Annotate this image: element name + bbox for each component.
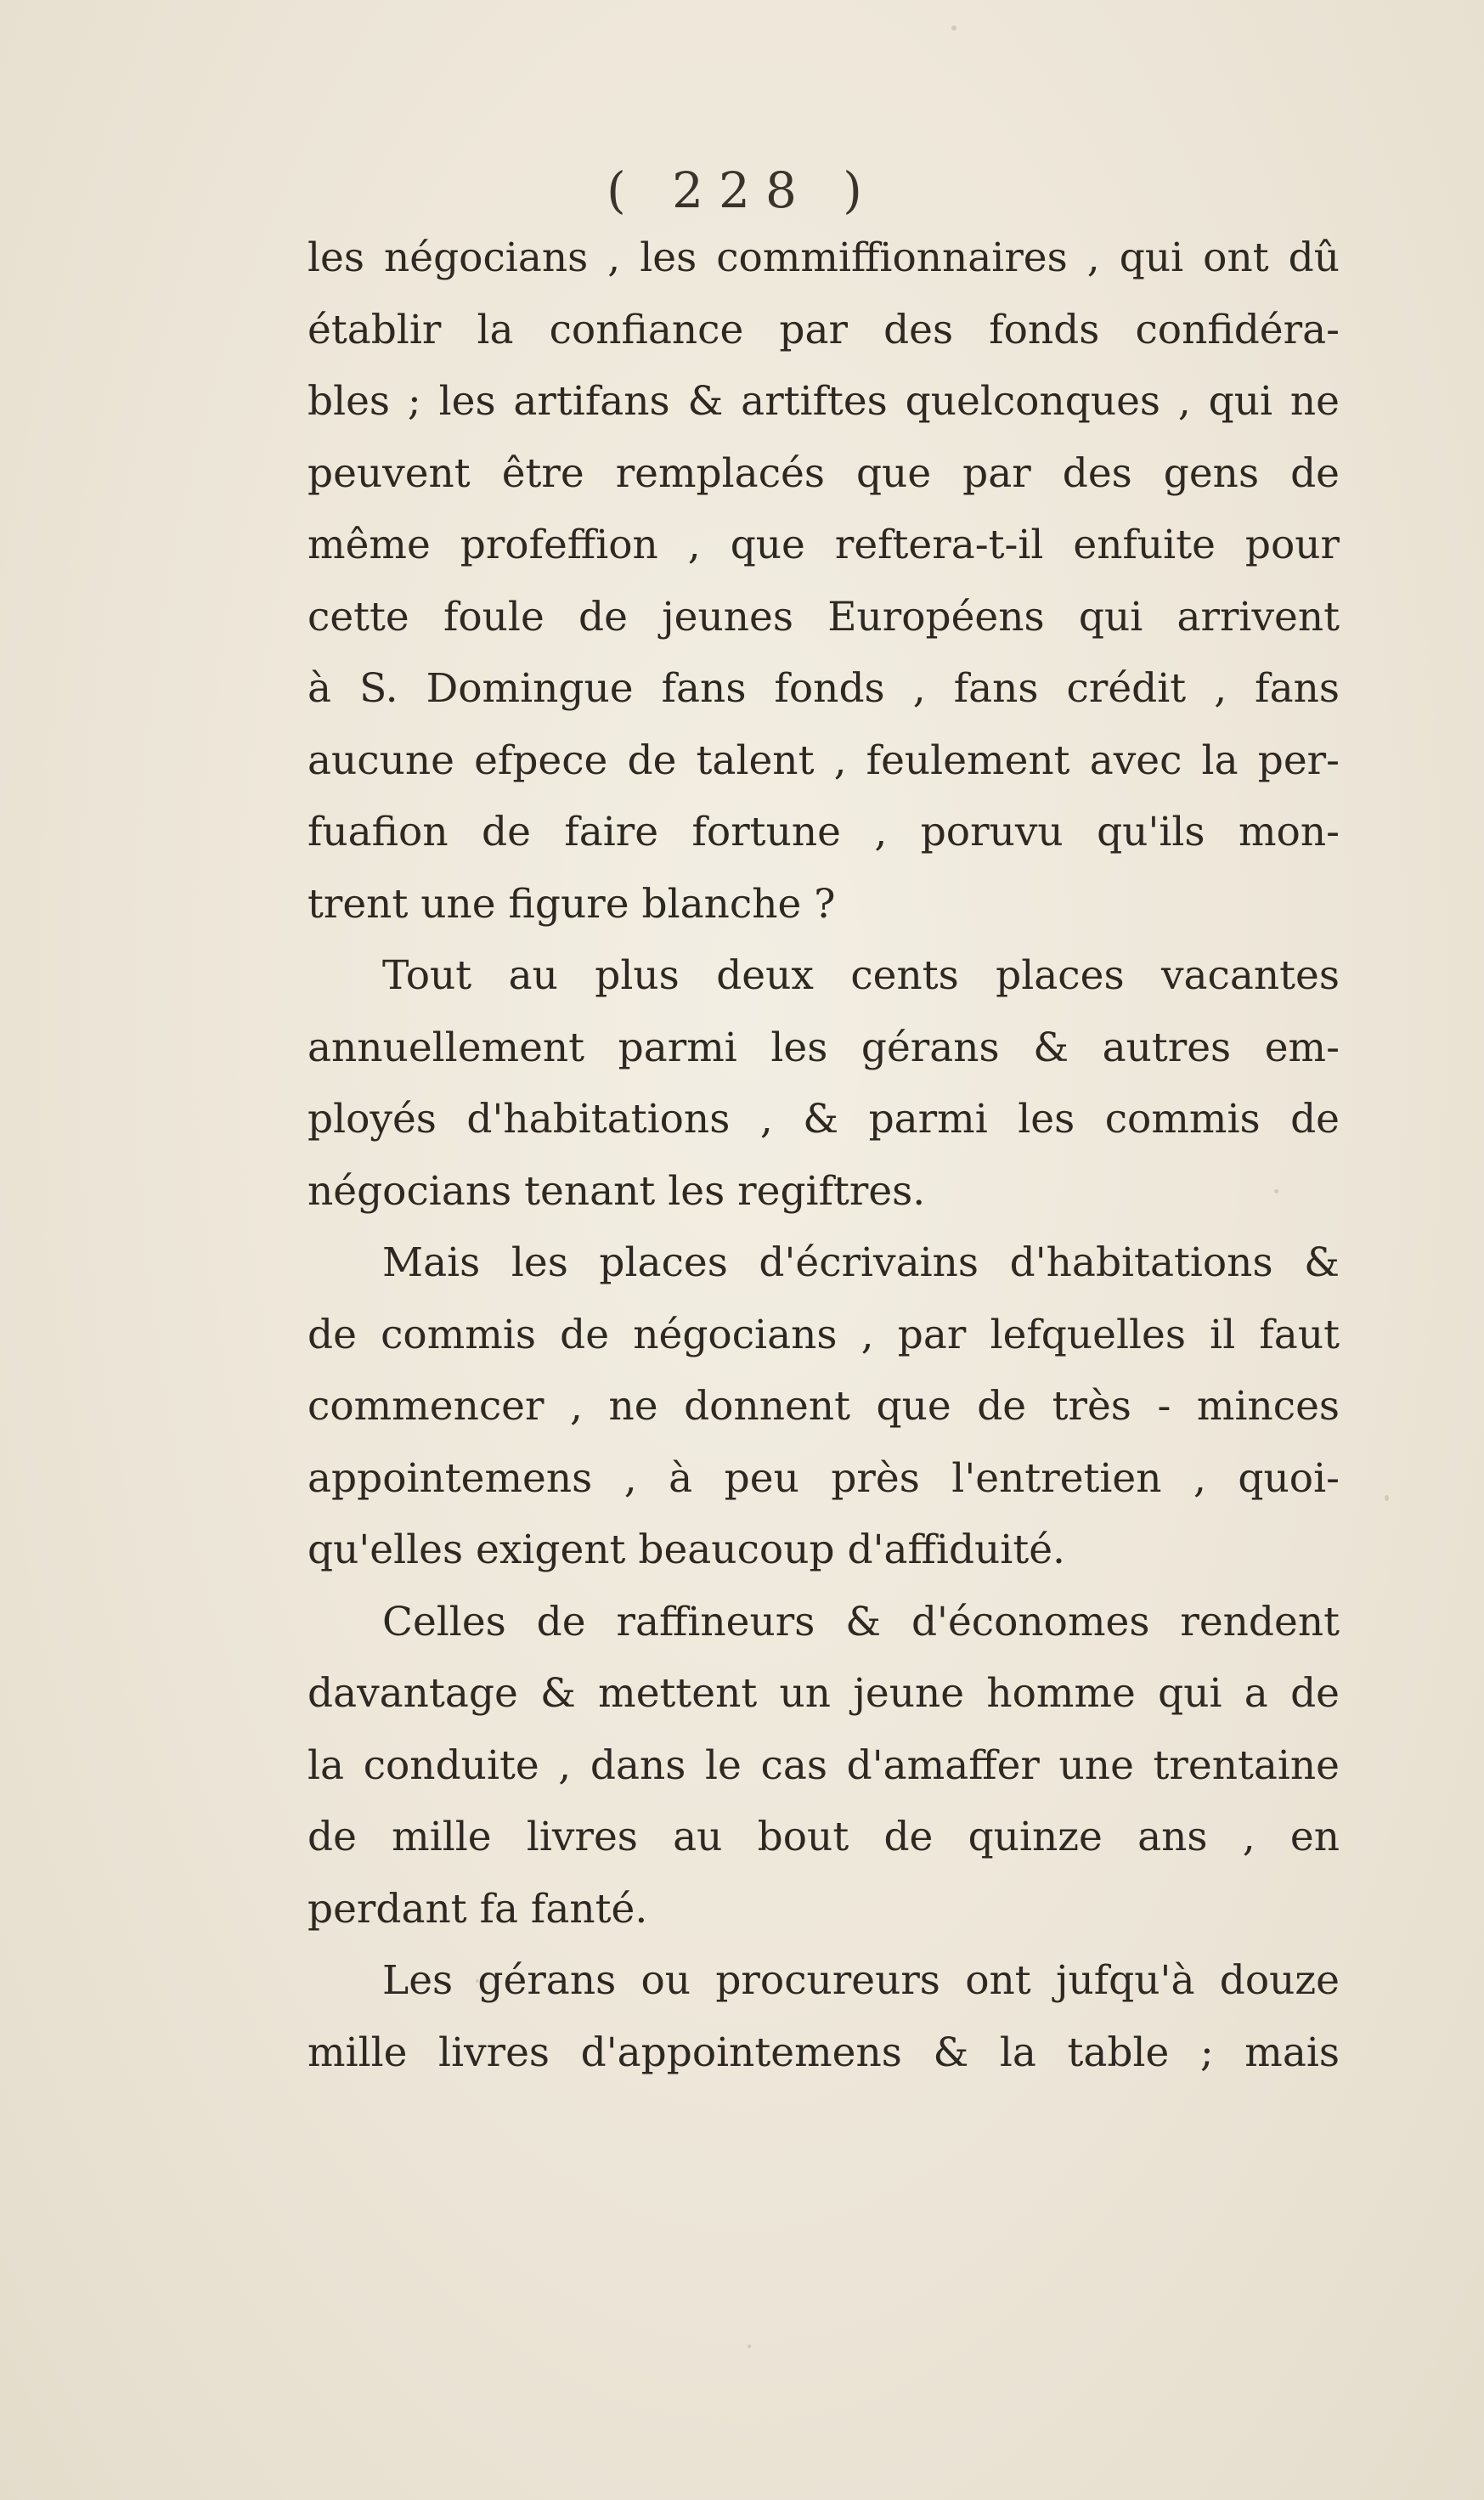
- text-line: aucune efpece de talent , feulement avec la per-: [308, 736, 1340, 784]
- text-line: Mais les places d'écrivains d'habitations &: [382, 1239, 1340, 1286]
- text-line: les négocians , les commiffionnaires , qui ont dû: [308, 234, 1340, 281]
- text-line: mille livres d'appointemens & la table ; mais: [308, 2029, 1340, 2076]
- page-number-header: ( 228 ): [607, 161, 877, 219]
- paper-speck: [1385, 1495, 1389, 1501]
- text-line: même profeffion , que reftera-t-il enfuite pour: [308, 522, 1340, 568]
- text-line: davantage & mettent un jeune homme qui a de: [308, 1670, 1340, 1717]
- text-line: établir la confiance par des fonds confidéra-: [308, 306, 1340, 353]
- text-line: perdant fa fanté.: [308, 1885, 648, 1933]
- text-line: commencer , ne donnent que de très - minces: [308, 1383, 1340, 1430]
- text-line: de commis de négocians , par lefquelles il faut: [308, 1311, 1340, 1358]
- text-line: Les gérans ou procureurs ont jufqu'à douze: [382, 1957, 1340, 2004]
- text-line: peuvent être remplacés que par des gens de: [308, 449, 1340, 497]
- text-line: qu'elles exigent beaucoup d'affiduité.: [308, 1527, 1065, 1573]
- text-line: de mille livres au bout de quinze ans , en: [308, 1814, 1340, 1860]
- text-line: bles ; les artifans & artiftes quelconques , qui ne: [308, 378, 1340, 425]
- text-line: annuellement parmi les gérans & autres em-: [308, 1024, 1340, 1071]
- paper-speck: [951, 25, 956, 31]
- text-line: Tout au plus deux cents places vacantes: [382, 952, 1340, 999]
- text-line: à S. Domingue fans fonds , fans crédit , fans: [308, 665, 1340, 712]
- paper-speck: [748, 2345, 751, 2348]
- text-line: la conduite , dans le cas d'amaffer une trentaine: [308, 1741, 1340, 1789]
- text-line: cette foule de jeunes Européens qui arrivent: [308, 593, 1340, 641]
- text-line: négocians tenant les regiftres.: [308, 1167, 926, 1215]
- text-line: trent une figure blanche ?: [308, 880, 836, 928]
- body-text: [308, 223, 1340, 2089]
- text-line: fuafion de faire fortune , poruvu qu'ils mon-: [308, 809, 1340, 855]
- text-line: appointemens , à peu près l'entretien , quoi-: [308, 1454, 1340, 1502]
- text-line: ployés d'habitations , & parmi les commis de: [308, 1096, 1340, 1143]
- text-line: Celles de raffineurs & d'économes rendent: [382, 1598, 1340, 1645]
